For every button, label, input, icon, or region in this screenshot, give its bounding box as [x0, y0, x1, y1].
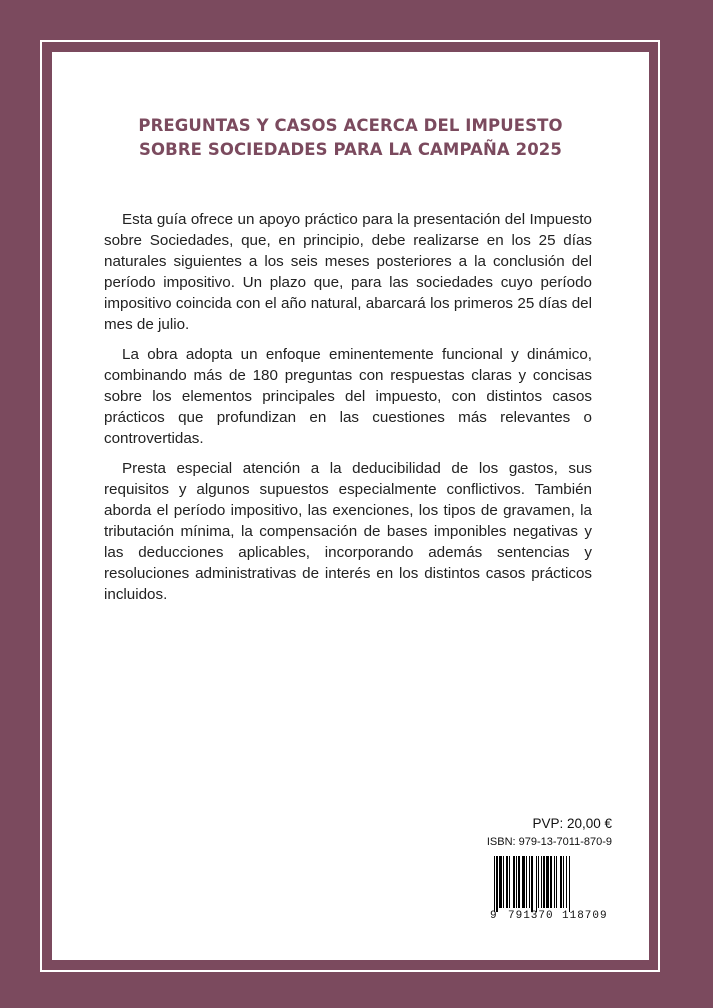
synopsis-paragraph-2: La obra adopta un enfoque eminentemente funcional y dinámico, combinando más de 180 preguntas con respuestas claras y concisas sobre los elementos principales del impuesto, con distintos casos prácticos que profundizan en las cuestiones más relevantes o controvertidas.	[104, 346, 592, 447]
barcode-icon	[490, 856, 612, 912]
barcode-group-left: 791370	[508, 910, 554, 922]
synopsis	[104, 209, 592, 614]
title-line-1: PREGUNTAS Y CASOS ACERCA DEL IMPUESTO	[138, 116, 563, 135]
back-cover-page	[52, 52, 649, 960]
price-label: PVP: 20,00 €	[532, 816, 612, 831]
title-line-2: SOBRE SOCIEDADES PARA LA CAMPAÑA 2025	[139, 140, 562, 159]
isbn-label: ISBN: 979-13-7011-870-9	[486, 836, 612, 848]
book-title	[52, 114, 649, 162]
barcode-digit-first: 9	[490, 910, 497, 922]
synopsis-paragraph-3: Presta especial atención a la deducibilidad de los gastos, sus requisitos y algunos supuestos especialmente conflictivos. También aborda el período impositivo, las exenciones, los tipos de gravamen, la tributación mínima, la compensación de bases imponibles negativas y las deducciones aplicables, incorporando además sentencias y resoluciones administrativas de interés en los distintos casos prácticos incluidos.	[104, 460, 592, 603]
barcode-group-right: 118709	[562, 910, 608, 922]
synopsis-paragraph-1: Esta guía ofrece un apoyo práctico para la presentación del Impuesto sobre Sociedades, que, en principio, debe realizarse en los 25 días naturales siguientes a los seis meses posteriores a la conclusión del período impositivo. Un plazo que, para las sociedades cuyo período impositivo coincida con el año natural, abarcará los primeros 25 días del mes de julio.	[104, 211, 592, 333]
